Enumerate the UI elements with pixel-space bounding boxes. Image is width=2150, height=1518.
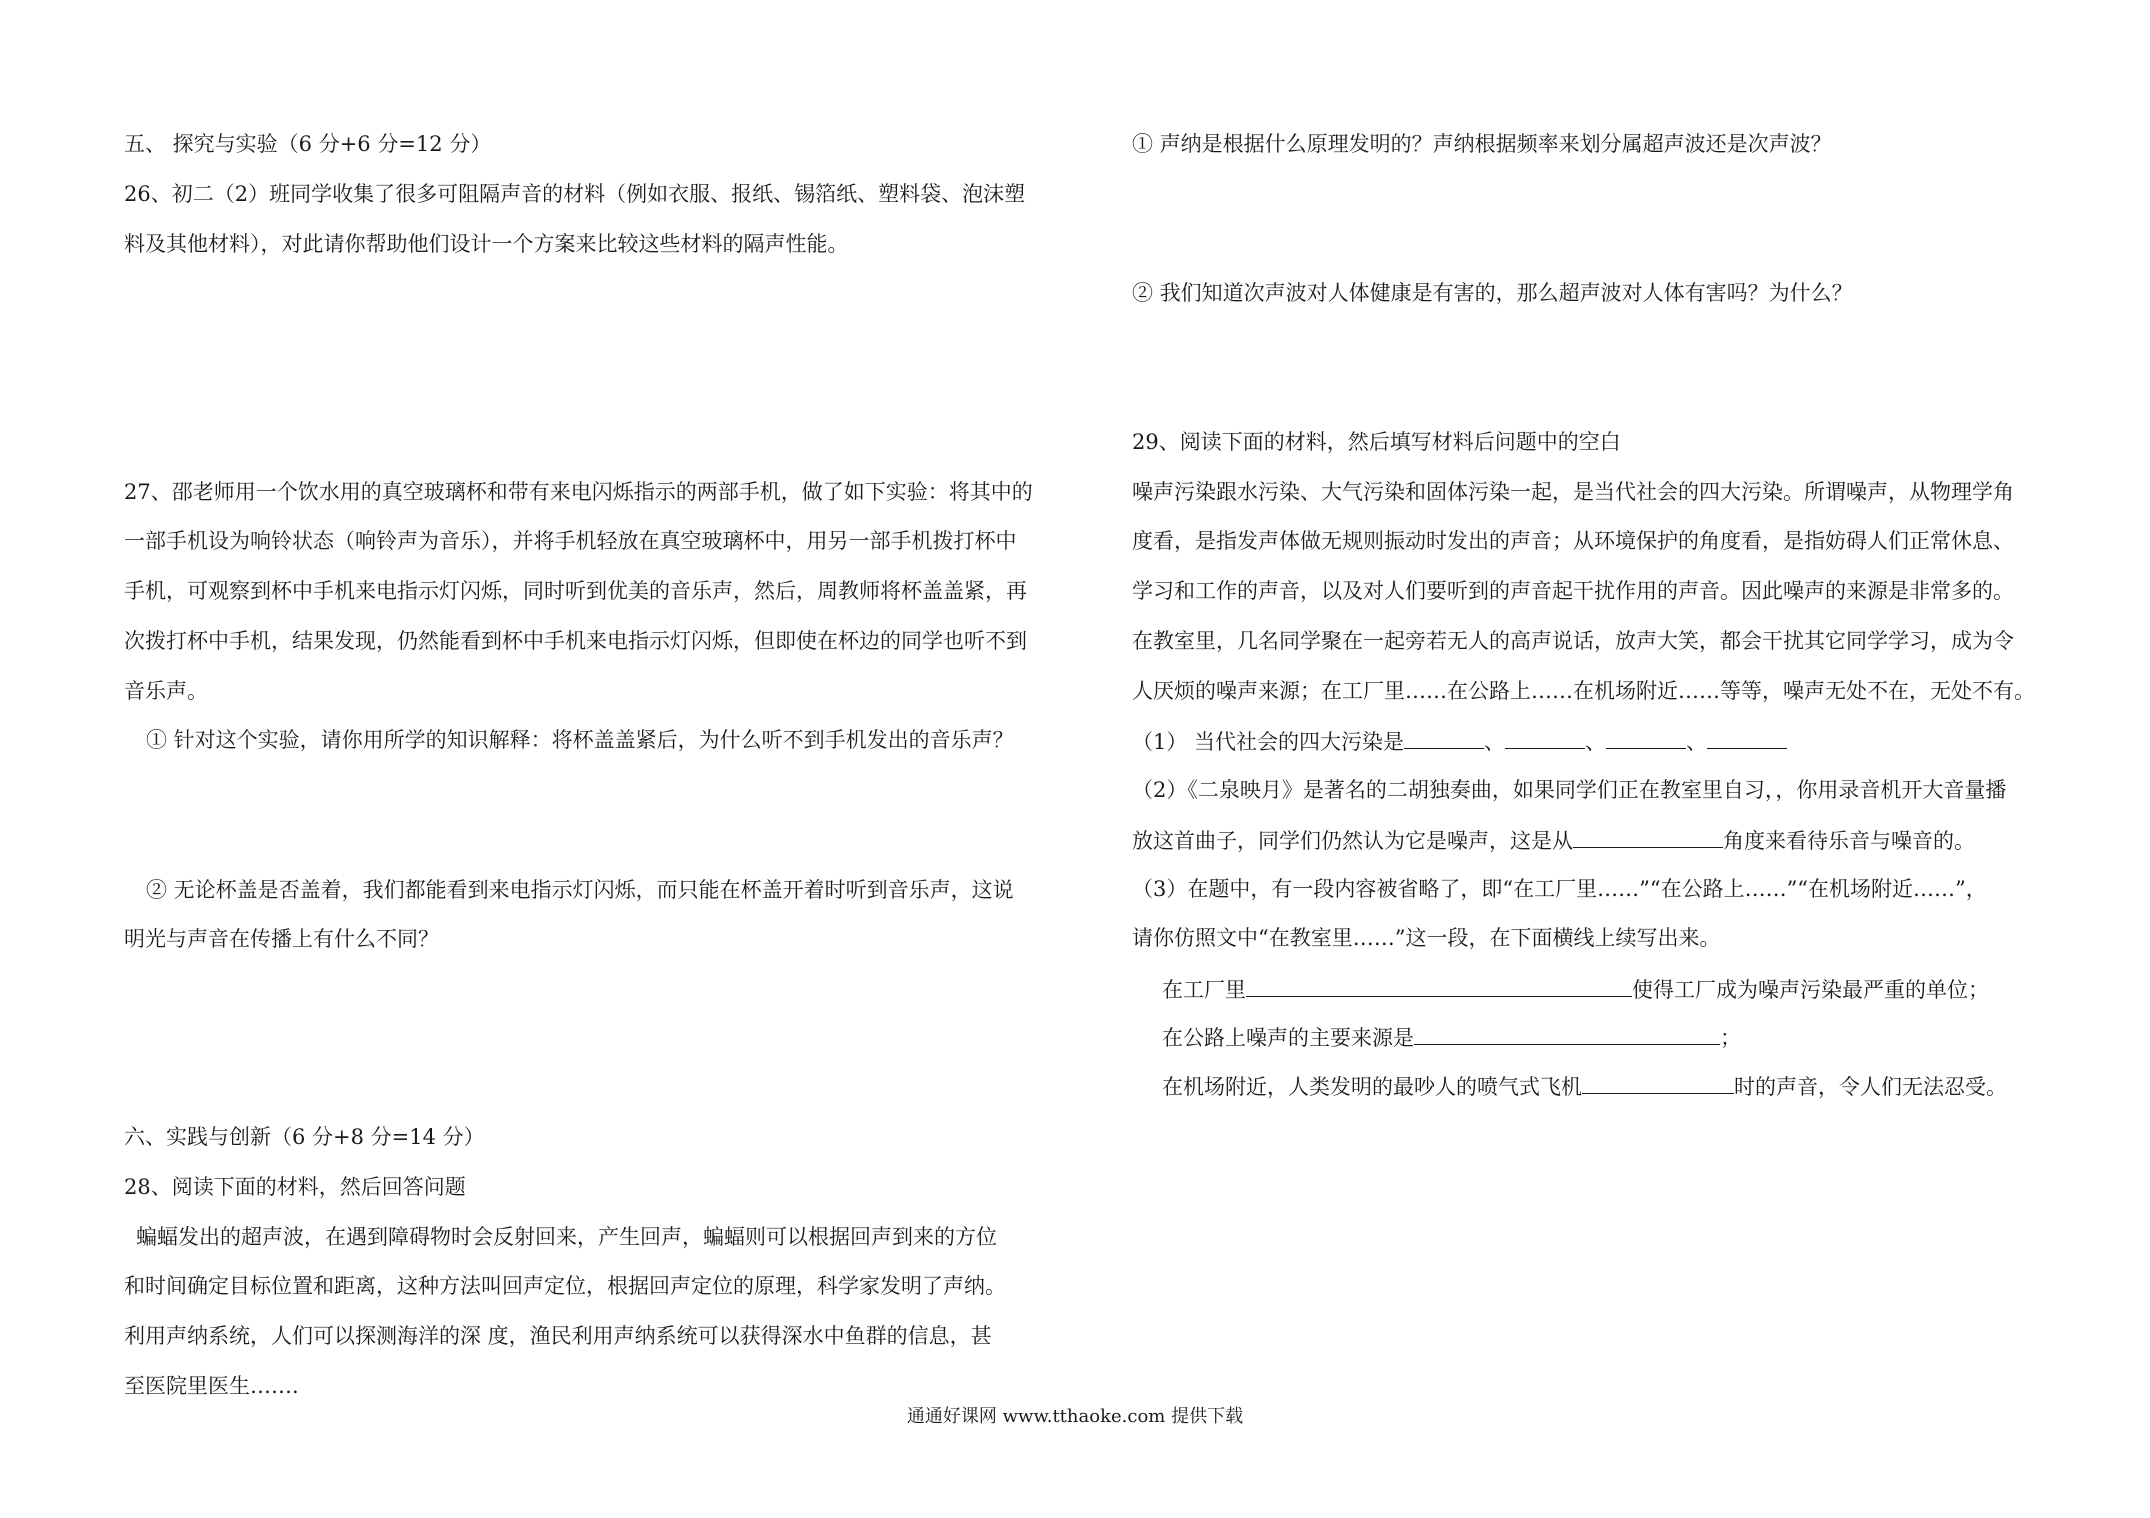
q29-part-2-line [1132, 829, 1975, 852]
answer-blank[interactable] [1246, 978, 1632, 997]
q28-title: 28、阅读下面的材料，然后回答问题 [124, 1175, 466, 1199]
q29-part-3-line: （3）在题中，有一段内容被省略了，即“在工厂里……”“在公路上……”“在机场附近……”， [1132, 877, 1987, 901]
q27-subquestion-1: ① 针对这个实验，请你用所学的知识解释：将杯盖盖紧后，为什么听不到手机发出的音乐声？ [146, 728, 1014, 752]
answer-blank[interactable] [1606, 730, 1686, 749]
q27-subquestion-2-line: 明光与声音在传播上有什么不同？ [124, 927, 439, 951]
q29-text-line: 学习和工作的声音，以及对人们要听到的声音起干扰作用的声音。因此噪声的来源是非常多的。 [1132, 579, 2014, 603]
answer-blank[interactable] [1505, 730, 1585, 749]
q29-part-1 [1132, 730, 1787, 753]
q27-text-line: 一部手机设为响铃状态（响铃声为音乐），并将手机轻放在真空玻璃杯中，用另一部手机拨打杯中 [124, 529, 1017, 553]
q29-part-2-text: 放这首曲子，同学们仍然认为它是噪声，这是从 [1132, 829, 1573, 853]
q29-text-line: 人厌烦的噪声来源；在工厂里……在公路上……在机场附近……等等，噪声无处不在，无处不有。 [1132, 679, 2035, 703]
q29-text-line: 在教室里，几名同学聚在一起旁若无人的高声说话，放声大笑，都会干扰其它同学学习，成为令 [1132, 629, 2014, 653]
fill-line-airport [1162, 1075, 2007, 1098]
section-5-title: 五、 探究与实验（6 分+6 分=12 分） [124, 132, 492, 156]
separator: 、 [1686, 730, 1708, 754]
q29-text-line: 度看，是指发声体做无规则振动时发出的声音；从环境保护的角度看，是指妨碍人们正常休息、 [1132, 529, 2014, 553]
q29-part-2-line: （2）《二泉映月》是著名的二胡独奏曲，如果同学们正在教室里自习，，你用录音机开大音量播 [1132, 778, 2007, 802]
fill-line-factory [1162, 978, 1989, 1001]
q29-title: 29、阅读下面的材料，然后填写材料后问题中的空白 [1132, 430, 1621, 454]
q29-part-2-text: 角度来看待乐音与噪音的。 [1723, 829, 1975, 853]
answer-blank[interactable] [1707, 730, 1787, 749]
q27-subquestion-2-line: ② 无论杯盖是否盖着，我们都能看到来电指示灯闪烁，而只能在杯盖开着时听到音乐声，这说 [146, 878, 1014, 902]
answer-blank[interactable] [1573, 829, 1723, 848]
q27-text-line: 音乐声。 [124, 679, 208, 703]
answer-blank[interactable] [1582, 1075, 1734, 1094]
q28-text-line: 蝙蝠发出的超声波，在遇到障碍物时会反射回来，产生回声，蝙蝠则可以根据回声到来的方位 [136, 1225, 997, 1249]
q28-subquestion-2: ② 我们知道次声波对人体健康是有害的，那么超声波对人体有害吗？为什么？ [1132, 281, 1853, 305]
q29-part-1-label: （1） 当代社会的四大污染是 [1132, 730, 1405, 754]
q28-text-line: 利用声纳系统，人们可以探测海洋的深 度，渔民利用声纳系统可以获得深水中鱼群的信息，甚 [124, 1324, 992, 1348]
section-6-title: 六、实践与创新（6 分+8 分=14 分） [124, 1125, 485, 1149]
fill-label: 使得工厂成为噪声污染最严重的单位； [1632, 978, 1989, 1002]
q26-text-line: 26、初二（2）班同学收集了很多可阻隔声音的材料（例如衣服、报纸、锡箔纸、塑料袋、泡沫塑 [124, 182, 1026, 206]
fill-label: ； [1720, 1026, 1741, 1050]
q29-text-line: 噪声污染跟水污染、大气污染和固体污染一起，是当代社会的四大污染。所谓噪声，从物理学角 [1132, 480, 2014, 504]
answer-blank[interactable] [1414, 1026, 1720, 1045]
q28-subquestion-1: ① 声纳是根据什么原理发明的？声纳根据频率来划分属超声波还是次声波？ [1132, 132, 1832, 156]
q28-text-line: 和时间确定目标位置和距离，这种方法叫回声定位，根据回声定位的原理，科学家发明了声纳。 [124, 1274, 1006, 1298]
fill-label: 时的声音，令人们无法忍受。 [1734, 1075, 2007, 1099]
fill-line-road [1162, 1026, 1741, 1049]
q27-text-line: 27、邵老师用一个饮水用的真空玻璃杯和带有来电闪烁指示的两部手机，做了如下实验：将其中的 [124, 480, 1033, 504]
q29-part-3-line: 请你仿照文中“在教室里……”这一段，在下面横线上续写出来。 [1132, 926, 1721, 950]
q27-text-line: 次拨打杯中手机，结果发现，仍然能看到杯中手机来电指示灯闪烁，但即使在杯边的同学也听不到 [124, 629, 1027, 653]
separator: 、 [1585, 730, 1607, 754]
fill-label: 在公路上噪声的主要来源是 [1162, 1026, 1414, 1050]
separator: 、 [1484, 730, 1506, 754]
fill-label: 在机场附近，人类发明的最吵人的喷气式飞机 [1162, 1075, 1582, 1099]
q28-text-line: 至医院里医生……. [124, 1374, 299, 1398]
fill-label: 在工厂里 [1162, 978, 1246, 1002]
page-footer: 通通好课网 www.tthaoke.com 提供下载 [906, 1406, 1244, 1427]
answer-blank[interactable] [1404, 730, 1484, 749]
q27-text-line: 手机，可观察到杯中手机来电指示灯闪烁，同时听到优美的音乐声，然后，周教师将杯盖盖紧，再 [124, 579, 1027, 603]
q26-text-line: 料及其他材料），对此请你帮助他们设计一个方案来比较这些材料的隔声性能。 [124, 232, 849, 256]
